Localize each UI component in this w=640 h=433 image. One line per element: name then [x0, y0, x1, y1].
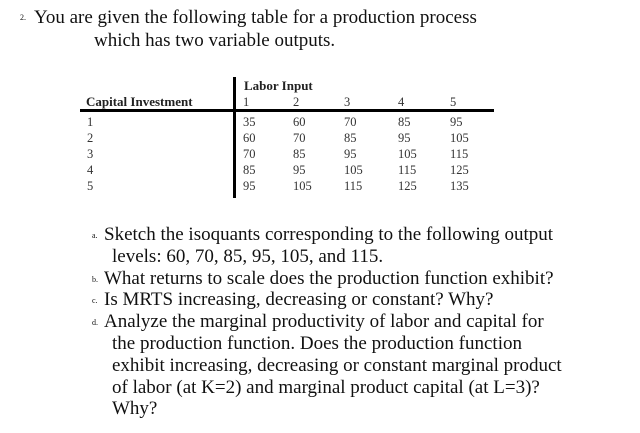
- question-text-line: levels: 60, 70, 85, 95, 105, and 115.: [112, 245, 384, 267]
- output-cell: 95: [293, 163, 306, 177]
- labor-level-header: 1: [243, 95, 250, 109]
- question-text-line: exhibit increasing, decreasing or constant marginal product: [112, 354, 562, 376]
- output-cell: 125: [398, 179, 417, 193]
- intro-line-1: You are given the following table for a production process: [34, 7, 477, 28]
- labor-level-header: 3: [344, 95, 351, 109]
- output-cell: 125: [450, 163, 469, 177]
- labor-level-header: 4: [398, 95, 405, 109]
- output-cell: 35: [243, 115, 256, 129]
- output-cell: 70: [293, 131, 306, 145]
- output-cell: 95: [243, 179, 256, 193]
- output-cell: 135: [450, 179, 469, 193]
- output-cell: 105: [344, 163, 363, 177]
- output-cell: 115: [344, 179, 363, 193]
- labor-level-header: 2: [293, 95, 300, 109]
- output-cell: 85: [398, 115, 411, 129]
- question-text-line: Sketch the isoquants corresponding to the following output: [104, 224, 554, 245]
- output-cell: 85: [243, 163, 256, 177]
- question-text-line: Why?: [112, 398, 158, 420]
- capital-level-label: 5: [87, 179, 94, 193]
- output-cell: 105: [450, 131, 469, 145]
- question-text-line: the production function. Does the production function: [112, 333, 522, 354]
- capital-level-label: 3: [87, 147, 94, 161]
- output-cell: 70: [344, 115, 357, 129]
- output-cell: 115: [398, 163, 417, 177]
- question-label: a.: [92, 231, 98, 240]
- question-text-line: Is MRTS increasing, decreasing or constant? Why?: [104, 289, 494, 311]
- question-text-line: What returns to scale does the production function exhibit?: [104, 267, 554, 289]
- capital-level-label: 4: [87, 163, 94, 177]
- question-label: c.: [92, 296, 98, 306]
- question-label: b.: [92, 274, 98, 284]
- capital-level-label: 1: [87, 115, 94, 129]
- output-cell: 60: [243, 131, 256, 145]
- question-text-line: Analyze the marginal productivity of labor and capital for: [104, 311, 544, 333]
- output-cell: 70: [243, 147, 256, 161]
- output-cell: 60: [293, 115, 306, 129]
- intro-line-2: which has two variable outputs.: [94, 30, 336, 51]
- problem-number: 2.: [20, 13, 26, 22]
- labor-level-header: 5: [450, 95, 457, 109]
- question-label: d.: [92, 318, 98, 328]
- capital-investment-header: Capital Investment: [86, 94, 193, 109]
- output-cell: 115: [450, 147, 469, 161]
- labor-input-header: Labor Input: [244, 78, 313, 93]
- output-cell: 85: [293, 147, 306, 161]
- output-cell: 85: [344, 131, 357, 145]
- table-horizontal-rule: [80, 109, 494, 112]
- output-cell: 105: [398, 147, 417, 161]
- output-cell: 95: [398, 131, 411, 145]
- output-cell: 105: [293, 179, 312, 193]
- output-cell: 95: [344, 147, 357, 161]
- output-cell: 95: [450, 115, 463, 129]
- capital-level-label: 2: [87, 131, 94, 145]
- question-text-line: of labor (at K=2) and marginal product capital (at L=3)?: [112, 376, 540, 398]
- table-vertical-rule: [233, 77, 236, 198]
